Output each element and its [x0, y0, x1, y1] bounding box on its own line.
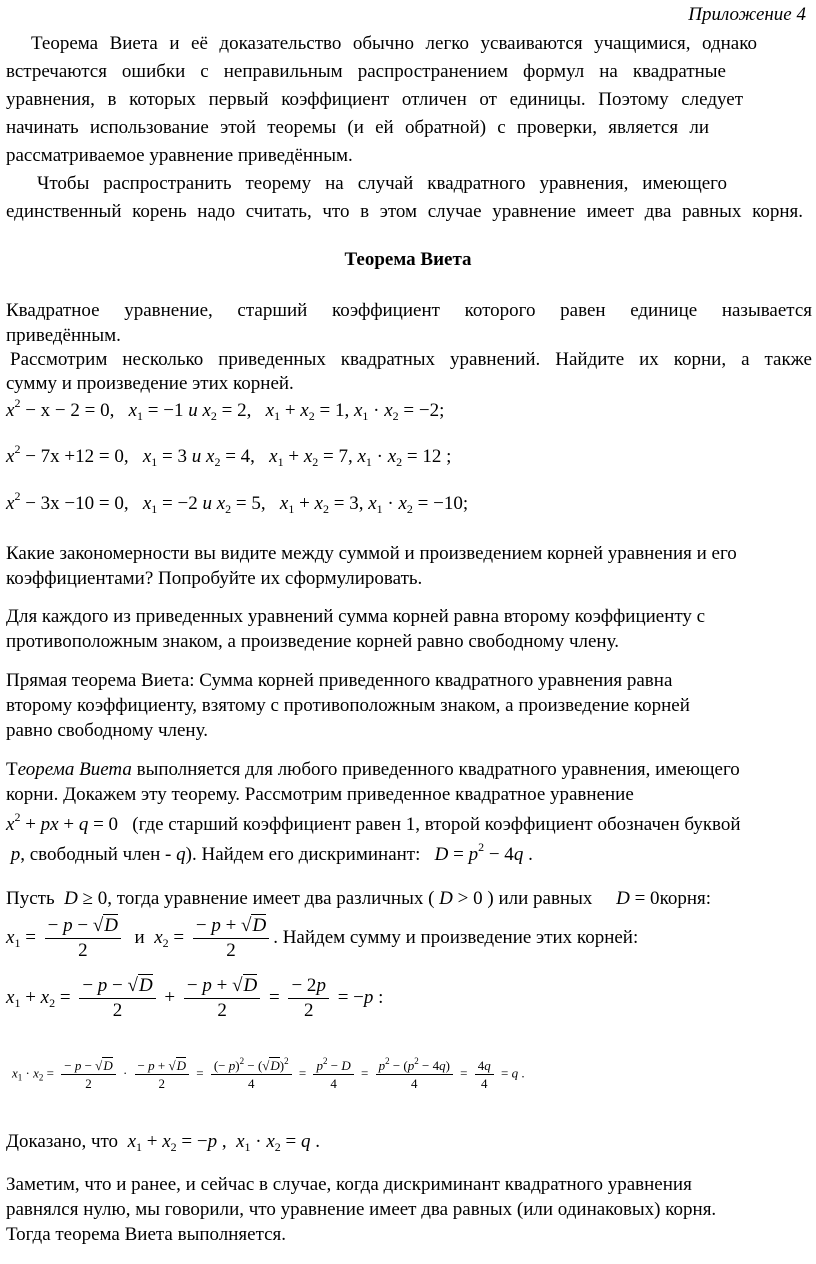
proof-intro-line: Теорема Виета выполняется для любого приведенного квадратного уравнения, имеющего — [6, 759, 740, 780]
proof-discriminant-line: p, свободный член - q). Найдем его дискриминант: $D = p^2 - 4q$ . — [10, 840, 533, 865]
intro-line: встречаются ошибки с неправильным распространением формул на квадратные — [6, 61, 726, 82]
example-equation-3: $x^2 - 3x -10 = 0$, $x_1 = -2$ и $x_2 = 5$, $x_1 + x_2 = 3$, $x_1 \cdot x_2 = -10$; — [6, 489, 469, 516]
intro-line: рассматриваемое уравнение приведённым. — [6, 145, 353, 166]
task-line: Рассмотрим несколько приведенных квадратных уравнений. Найдите их корни, а также — [10, 349, 812, 370]
proof-intro-line: корни. Докажем эту теорему. Рассмотрим приведенное квадратное уравнение — [6, 784, 634, 805]
proven-line: Доказано, что $x_1 + x_2 = -p$ , $x_1 \cdot x_2 = q$ . — [6, 1131, 321, 1154]
task-line: сумму и произведение этих корней. — [6, 373, 294, 394]
product-formula-line: $x_1 \cdot x_2$ = $\frac{- p - √D}{2}$ · $\frac{- p + √D}{2}$ = $\frac{(- p)^2 - (√D)^2}{4}$ = $\frac{p^2 - D}{4}$ = $\frac{p^2 - (p^2 - 4q)}{4}$ = $\frac{4q}{4}$ = q . — [12, 1056, 525, 1091]
section-title: Теорема Виета — [344, 249, 472, 270]
proof-equation-line: $x^2$ + px + q = 0 (где старший коэффициент равен 1, второй коэффициент обозначен буквой — [6, 810, 741, 835]
example-equation-1: $x^2 - x - 2 = 0$, $x_1 = -1$ и $x_2 = 2$, $x_1 + x_2 = 1$, $x_1 \cdot x_2 = -2$; — [6, 396, 445, 423]
example-equation-2: $x^2 - 7x +12 = 0$, $x_1 = 3$ и $x_2 = 4$, $x_1 + x_2 = 7$, $x_1 \cdot x_2 = 12$ ; — [6, 442, 452, 469]
remark-line: Заметим, что и ранее, и сейчас в случае, когда дискриминант квадратного уравнения — [6, 1174, 692, 1195]
remark-line: Тогда теорема Виета выполняется. — [6, 1224, 287, 1245]
remark-line: равнялся нулю, мы говорили, что уравнение имеет два равных (или одинаковых) корня. — [6, 1199, 717, 1220]
question-line: коэффициентами? Попробуйте их сформулировать. — [6, 568, 423, 589]
intro-line: Теорема Виета и её доказательство обычно легко усваиваются учащимися, однако — [31, 33, 757, 54]
intro-line: единственный корень надо считать, что в этом случае уравнение имеет два равных корня. — [6, 201, 803, 222]
sum-formula-line: $x_1 + x_2$ = $\frac{- p - √D}{2}$ + $\frac{- p + √D}{2}$ = $\frac{- 2p}{2}$ = −p : — [6, 975, 384, 1021]
theorem-line: равно свободному члену. — [6, 720, 208, 741]
definition-line: приведённым. — [6, 325, 121, 346]
answer-line: Для каждого из приведенных уравнений сумма корней равна второму коэффициенту с — [6, 606, 706, 627]
theorem-line: Прямая теорема Виета: Сумма корней приведенного квадратного уравнения равна — [6, 670, 673, 691]
answer-line: противоположным знаком, а произведение корней равно свободному члену. — [6, 631, 619, 652]
question-line: Какие закономерности вы видите между суммой и произведением корней уравнения и его — [6, 543, 737, 564]
definition-line: Квадратное уравнение, старший коэффициент которого равен единице называется — [6, 300, 812, 321]
appendix-label: Приложение 4 — [688, 4, 806, 25]
cases-line: Пусть D ≥ 0, тогда уравнение имеет два различных ( D > 0 ) или равных D = 0корня: — [6, 888, 712, 909]
roots-formula-line: $x_1$ = $\frac{- p - √D}{2}$ и $x_2$ = $\frac{- p + √D}{2}$ . Найдем сумму и произведение этих корней: — [6, 915, 639, 961]
intro-line: Чтобы распространить теорему на случай квадратного уравнения, имеющего — [37, 173, 727, 194]
theorem-line: второму коэффициенту, взятому с противоположным знаком, а произведение корней — [6, 695, 690, 716]
intro-line: начинать использование этой теоремы (и ей обратной) с проверки, является ли — [6, 117, 709, 138]
intro-line: уравнения, в которых первый коэффициент отличен от единицы. Поэтому следует — [6, 89, 743, 110]
